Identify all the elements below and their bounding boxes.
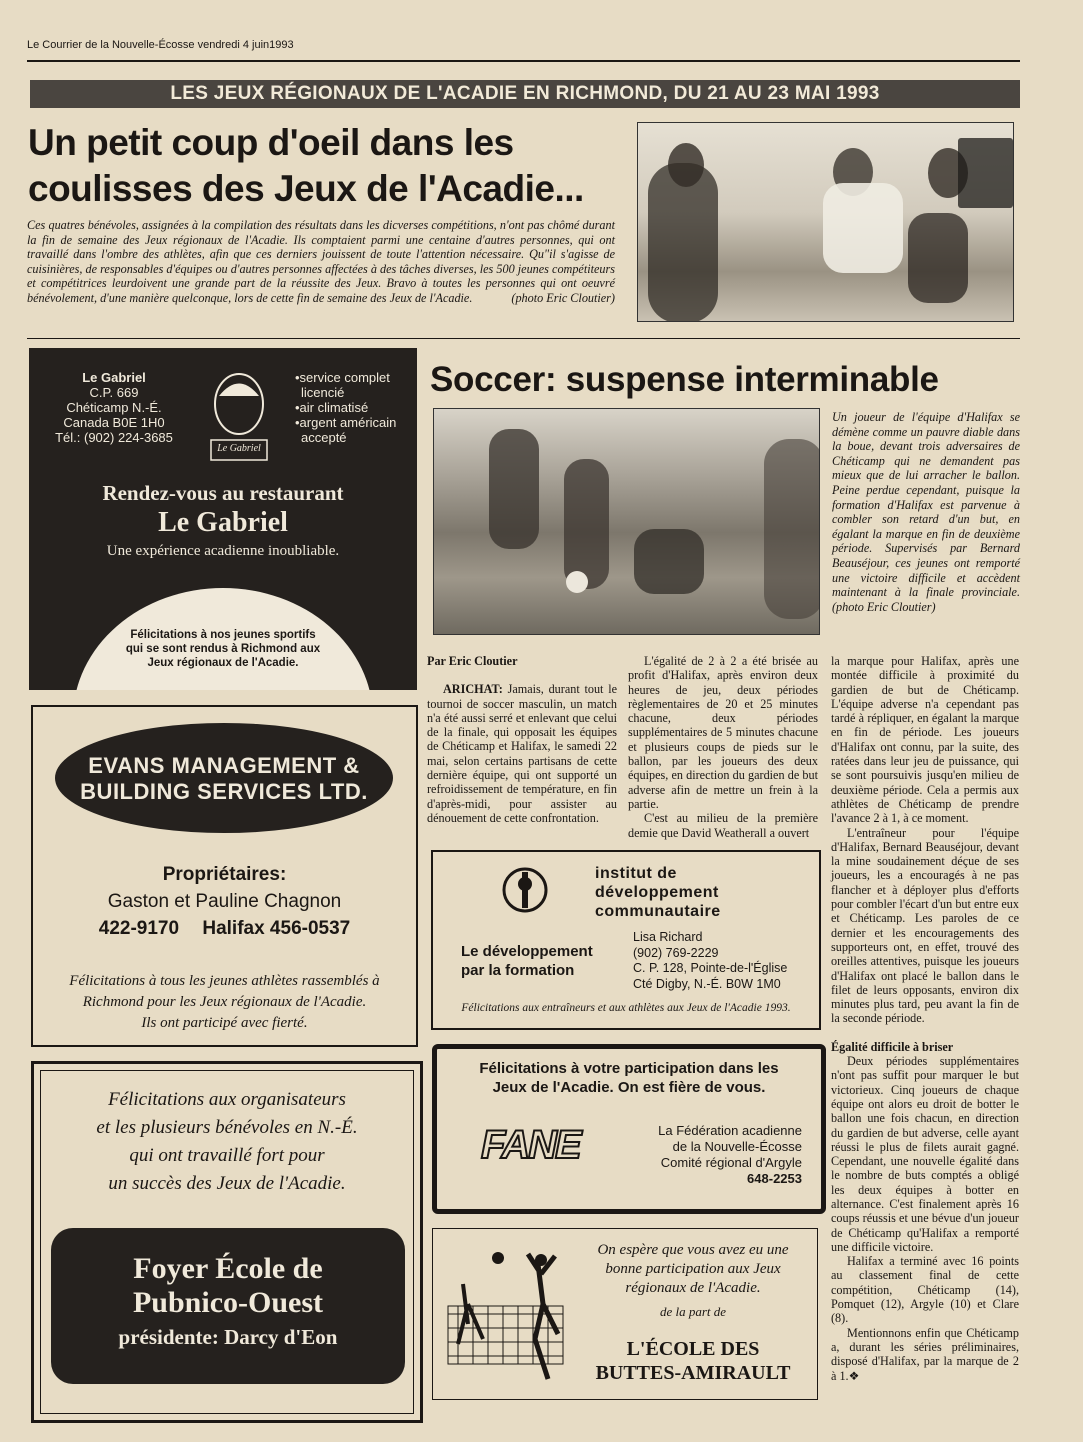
institut-name bbox=[595, 864, 805, 921]
gabriel-services bbox=[295, 370, 415, 445]
ad-evans-management bbox=[31, 705, 418, 1047]
soccer-dateline: ARICHAT: bbox=[443, 682, 503, 697]
lead-caption-text: Ces quatres bénévoles, assignées à la compilation des résultats dans les dicverses compétitions, n'ont pas chômé durant la fin de semaine des Jeux régionaux de l'Acadie. Ils comptaient parmi une centaine d'autres personnes, qui ont travaillé dans l'ombre des athlètes, afin que ces derniers jouissent de toute l'attention nécessaire. Qu"il s'agisse de cuisinières, de responsables d'équipes ou d'autres personnes affectées à des tâches diverses, les 500 jeunes compétiteurs et compétitrices leurdoivent une grande part de la réussite des Jeux. Bravo à toutes les personnes qui ont oeuvré bénévolement, d'une manière quelconque, lors de cette fin de semaine des Jeux de l'Acadie. bbox=[27, 218, 615, 305]
monitor-shape bbox=[958, 138, 1013, 208]
institut-contact-line: Cté Digby, N.-É. B0W 1M0 bbox=[633, 976, 781, 991]
foyer-name-block bbox=[51, 1228, 405, 1384]
soccer-column-3 bbox=[831, 654, 1019, 1383]
ad-ecole-buttes-amirault bbox=[432, 1228, 818, 1400]
ecole-wish-line: régionaux de l'Acadie. bbox=[625, 1280, 761, 1296]
soccer-paragraph: Halifax a terminé avec 16 points au classement final de cette compétition, Chéticamp (14), Pomquet (12), Argyle (10) et Clare (8). bbox=[831, 1254, 1019, 1326]
gabriel-logo-text: Le Gabriel bbox=[217, 443, 261, 454]
foyer-name-line1: Foyer École de bbox=[133, 1252, 323, 1285]
ecole-wish-line: On espère que vous avez eu une bbox=[597, 1242, 789, 1258]
evans-congrats bbox=[33, 971, 416, 1034]
fane-phone: 648-2253 bbox=[747, 1171, 802, 1186]
soccer-paragraph: Mentionnons enfin que Chéticamp a, durant les séries préliminaires, disposé d'Halifax, par la marque de 2 à 1.❖ bbox=[831, 1325, 1019, 1383]
evans-company-line1: EVANS MANAGEMENT & bbox=[88, 753, 360, 778]
soccer-subhead: Égalité difficile à briser bbox=[831, 1039, 954, 1054]
gabriel-headline-line2: Le Gabriel bbox=[158, 507, 288, 538]
foyer-congrats-line: et les plusieurs bénévoles en N.-É. bbox=[96, 1117, 358, 1138]
ecole-from: de la part de bbox=[659, 1304, 727, 1319]
gabriel-congrats-line: Jeux régionaux de l'Acadie. bbox=[147, 657, 299, 669]
lead-headline-line2: coulisses des Jeux de l'Acadie... bbox=[28, 168, 584, 209]
lead-caption bbox=[27, 218, 615, 306]
soccer-paragraph bbox=[427, 682, 617, 825]
gabriel-congrats-line: Félicitations à nos jeunes sportifs bbox=[130, 629, 316, 641]
gabriel-address-line: C.P. 669 bbox=[89, 385, 139, 400]
player-shape bbox=[764, 439, 820, 619]
foyer-name-line2: Pubnico-Ouest bbox=[132, 1286, 324, 1319]
soccer-paragraph: C'est au milieu de la première demie que David Weatherall a ouvert bbox=[628, 811, 818, 840]
person-shape bbox=[908, 213, 968, 303]
gabriel-service: •service complet bbox=[295, 370, 390, 385]
foyer-congrats-line: qui ont travaillé fort pour bbox=[129, 1145, 325, 1166]
soccer-byline: Par Eric Cloutier bbox=[427, 654, 518, 668]
section-banner bbox=[30, 80, 1020, 108]
fane-logo: FANE bbox=[481, 1123, 580, 1167]
gabriel-tagline: Une expérience acadienne inoubliable. bbox=[106, 543, 340, 559]
soccer-paragraph: L'entraîneur pour l'équipe d'Halifax, Bernard Beauséjour, devant la mine soudainement déçue de ses joueurs, les a encouragés à ne pas flancher et à déployer plus d'efforts pour combler l'écart d'un but entre eux et Chéticamp. Les paroles de ce dernier et les encouragements des supporteurs ont, en effet, trouvé des oreilles attentives, puisque les joueurs d'Halifax ont placé le ballon dans le filet de leurs opposants, environ dix minutes plus tard, peu avant la fin de la seconde période. bbox=[831, 825, 1019, 1026]
institut-slogan-line: Le développement bbox=[461, 943, 593, 960]
institut-contact-line: C. P. 128, Pointe-de-l'Église bbox=[633, 961, 788, 975]
volleyball-illustration bbox=[443, 1244, 568, 1384]
evans-owners bbox=[33, 861, 416, 942]
banner-text: LES JEUX RÉGIONAUX DE L'ACADIE EN RICHMOND, DU 21 AU 23 MAI 1993 bbox=[170, 83, 880, 104]
ecole-wish-line: bonne participation aux Jeux bbox=[605, 1261, 781, 1277]
gabriel-address bbox=[49, 370, 179, 445]
ecole-name-line2: BUTTES-AMIRAULT bbox=[595, 1362, 791, 1384]
fane-org-line: La Fédération acadienne bbox=[658, 1123, 802, 1138]
section-rule bbox=[27, 338, 1020, 339]
institut-name-line: développement bbox=[595, 884, 719, 901]
evans-oval bbox=[55, 723, 393, 833]
evans-company-line2: BUILDING SERVICES LTD. bbox=[80, 779, 368, 804]
ad-institut bbox=[431, 850, 821, 1030]
evans-congrats-line: Ils ont participé avec fierté. bbox=[141, 1015, 308, 1031]
ad-foyer-ecole bbox=[31, 1061, 423, 1423]
gabriel-name: Le Gabriel bbox=[82, 370, 146, 385]
ecole-name-line1: L'ÉCOLE DES bbox=[626, 1338, 760, 1360]
fane-org-line: de la Nouvelle-Écosse bbox=[672, 1139, 802, 1154]
soccer-paragraph-text: Jamais, durant tout le tournoi de soccer masculin, un match n'a été aussi serré et enlevant que celui de la finale, qui opposait les équipes de Chéticamp et Halifax, le samedi 22 mai, selon certains partisans de cette dernière équipe, qui ont supporté un refroidissement de température, en fin d'après-midi, pour assister au dénouement de cette confrontation. bbox=[427, 682, 618, 825]
institut-contact bbox=[633, 930, 815, 992]
evans-owners-label: Propriétaires: bbox=[162, 864, 287, 885]
gabriel-address-line: Canada B0E 1H0 bbox=[63, 415, 165, 430]
foyer-president: présidente: Darcy d'Eon bbox=[118, 1325, 338, 1349]
institut-slogan bbox=[461, 942, 621, 980]
evans-congrats-line: Félicitations à tous les jeunes athlètes rassemblés à bbox=[69, 973, 380, 989]
ad-le-gabriel bbox=[29, 348, 417, 690]
institut-name-line: institut de bbox=[595, 865, 677, 882]
gabriel-address-line: Chéticamp N.-É. bbox=[66, 400, 162, 415]
gabriel-service: accepté bbox=[301, 430, 347, 445]
player-shape bbox=[634, 529, 704, 594]
fane-header bbox=[437, 1059, 821, 1097]
fane-header-line: Jeux de l'Acadie. On est fière de vous. bbox=[492, 1079, 766, 1096]
gabriel-address-line: Tél.: (902) 224-3685 bbox=[55, 430, 173, 445]
gabriel-headline bbox=[29, 480, 417, 562]
volleyball-icon bbox=[443, 1244, 568, 1384]
fane-header-line: Félicitations à votre participation dans les bbox=[479, 1060, 779, 1077]
soccer-paragraph: Deux périodes supplémentaires n'ont pas suffit pour marquer le but victorieux. Cinq joueurs de chaque équipe ont alors eu droit de botter le ballon une fois chacun, en direction du gardien de but adverse, celle ayant réussi le plus de filets aurait gagné. Cependant, une nouvelle égalité dans le nombre de buts comptés a obligé les deux équipes à botter en alternance. C'est finalement après 16 coups réussis et une bévue d'un joueur de Chéticamp qu'Halifax a remporté une difficile victoire. bbox=[831, 1054, 1019, 1254]
lead-photo-credit: (photo Eric Cloutier) bbox=[511, 290, 615, 305]
soccer-photo bbox=[433, 408, 820, 635]
person-shape bbox=[668, 143, 704, 187]
evans-owners-names: Gaston et Pauline Chagnon bbox=[107, 891, 342, 912]
evans-phone-left: 422-9170 bbox=[98, 918, 180, 939]
foyer-congrats-line: un succès des Jeux de l'Acadie. bbox=[108, 1173, 346, 1194]
gabriel-service: •argent américain bbox=[295, 415, 397, 430]
evans-congrats-line: Richmond pour les Jeux régionaux de l'Acadie. bbox=[82, 994, 367, 1010]
foyer-congrats bbox=[34, 1086, 420, 1198]
soccer-paragraph: la marque pour Halifax, après une montée difficile à proximité du gardien de but de Chéticamp. L'équipe adverse n'a cependant pas tardé à répliquer, en égalant la marque en fin de période. Les joueurs d'Halifax ont connu, par la suite, des ratées dans leur jeu de puissance, qui se sont poursuivis jusqu'en milieu de deuxième période. Cela a permis aux athlètes de Chéticamp de prendre l'avance 2 à 1, à ce moment. bbox=[831, 654, 1019, 826]
institut-footer: Félicitations aux entraîneurs et aux athlètes aux Jeux de l'Acadie 1993. bbox=[461, 1002, 791, 1014]
lead-headline-line1: Un petit coup d'oeil dans les bbox=[28, 122, 514, 163]
player-shape bbox=[564, 459, 609, 589]
fane-org bbox=[622, 1123, 802, 1187]
institut-contact-line: (902) 769-2229 bbox=[633, 945, 719, 960]
institut-name-line: communautaire bbox=[595, 903, 721, 920]
volunteers-photo bbox=[637, 122, 1014, 322]
soccer-column-2 bbox=[628, 654, 818, 840]
soccer-column-1 bbox=[427, 654, 617, 825]
gabriel-headline-line1: Rendez-vous au restaurant bbox=[102, 481, 344, 505]
ecole-wish bbox=[573, 1241, 813, 1321]
soccer-caption: Un joueur de l'équipe d'Halifax se démène comme un pauvre diable dans la boue, devant trois adversaires de Chéticamp qui ne demandent pas mieux que de lui arracher le ballon. Peine perdue cependant, puisque la formation d'Halifax est parvenue à combler son retard d'un but, en égalant la marque en fin de deuxième période. Supervisés par Bernard Beauséjour, ces jeunes ont remporté une victoire difficile et accèdent maintenant à la finale provinciale. (photo Eric Cloutier) bbox=[832, 410, 1020, 614]
soccer-paragraph: L'égalité de 2 à 2 a été brisée au profit d'Halifax, après environ deux heures de jeu, deux périodes règlementaires de 20 et 25 minutes chacune, deux périodes supplémentaires de 5 minutes chacune et plusieurs coups de pieds sur le ballon, par les joueurs des deux équipes, en direction du gardien de but adverse afin de mettre un frein à la partie. bbox=[628, 654, 818, 811]
gabriel-service: licencié bbox=[301, 385, 345, 400]
foyer-congrats-line: Félicitations aux organisateurs bbox=[108, 1089, 346, 1110]
ecole-name bbox=[573, 1337, 813, 1385]
gabriel-logo bbox=[189, 366, 289, 466]
masthead-rule bbox=[27, 60, 1020, 62]
institut-logo-icon bbox=[501, 866, 549, 914]
gabriel-congrats-line: qui se sont rendus à Richmond aux bbox=[125, 643, 321, 655]
soccer-headline: Soccer: suspense interminable bbox=[430, 360, 939, 399]
lead-headline bbox=[28, 120, 618, 212]
institut-slogan-line: par la formation bbox=[461, 962, 575, 979]
masthead: Le Courrier de la Nouvelle-Écosse vendredi 4 juin1993 bbox=[27, 39, 294, 51]
player-shape bbox=[489, 429, 539, 549]
ball-shape bbox=[566, 571, 588, 593]
gabriel-congrats bbox=[89, 628, 357, 670]
gabriel-service: •air climatisé bbox=[295, 400, 369, 415]
institut-contact-line: Lisa Richard bbox=[633, 930, 703, 944]
person-shape bbox=[823, 183, 903, 273]
institut-logo bbox=[501, 866, 549, 914]
evans-phones bbox=[33, 915, 416, 942]
fane-org-line: Comité régional d'Argyle bbox=[660, 1155, 802, 1170]
evans-phone-right: Halifax 456-0537 bbox=[202, 918, 351, 939]
ad-fane bbox=[432, 1044, 826, 1214]
